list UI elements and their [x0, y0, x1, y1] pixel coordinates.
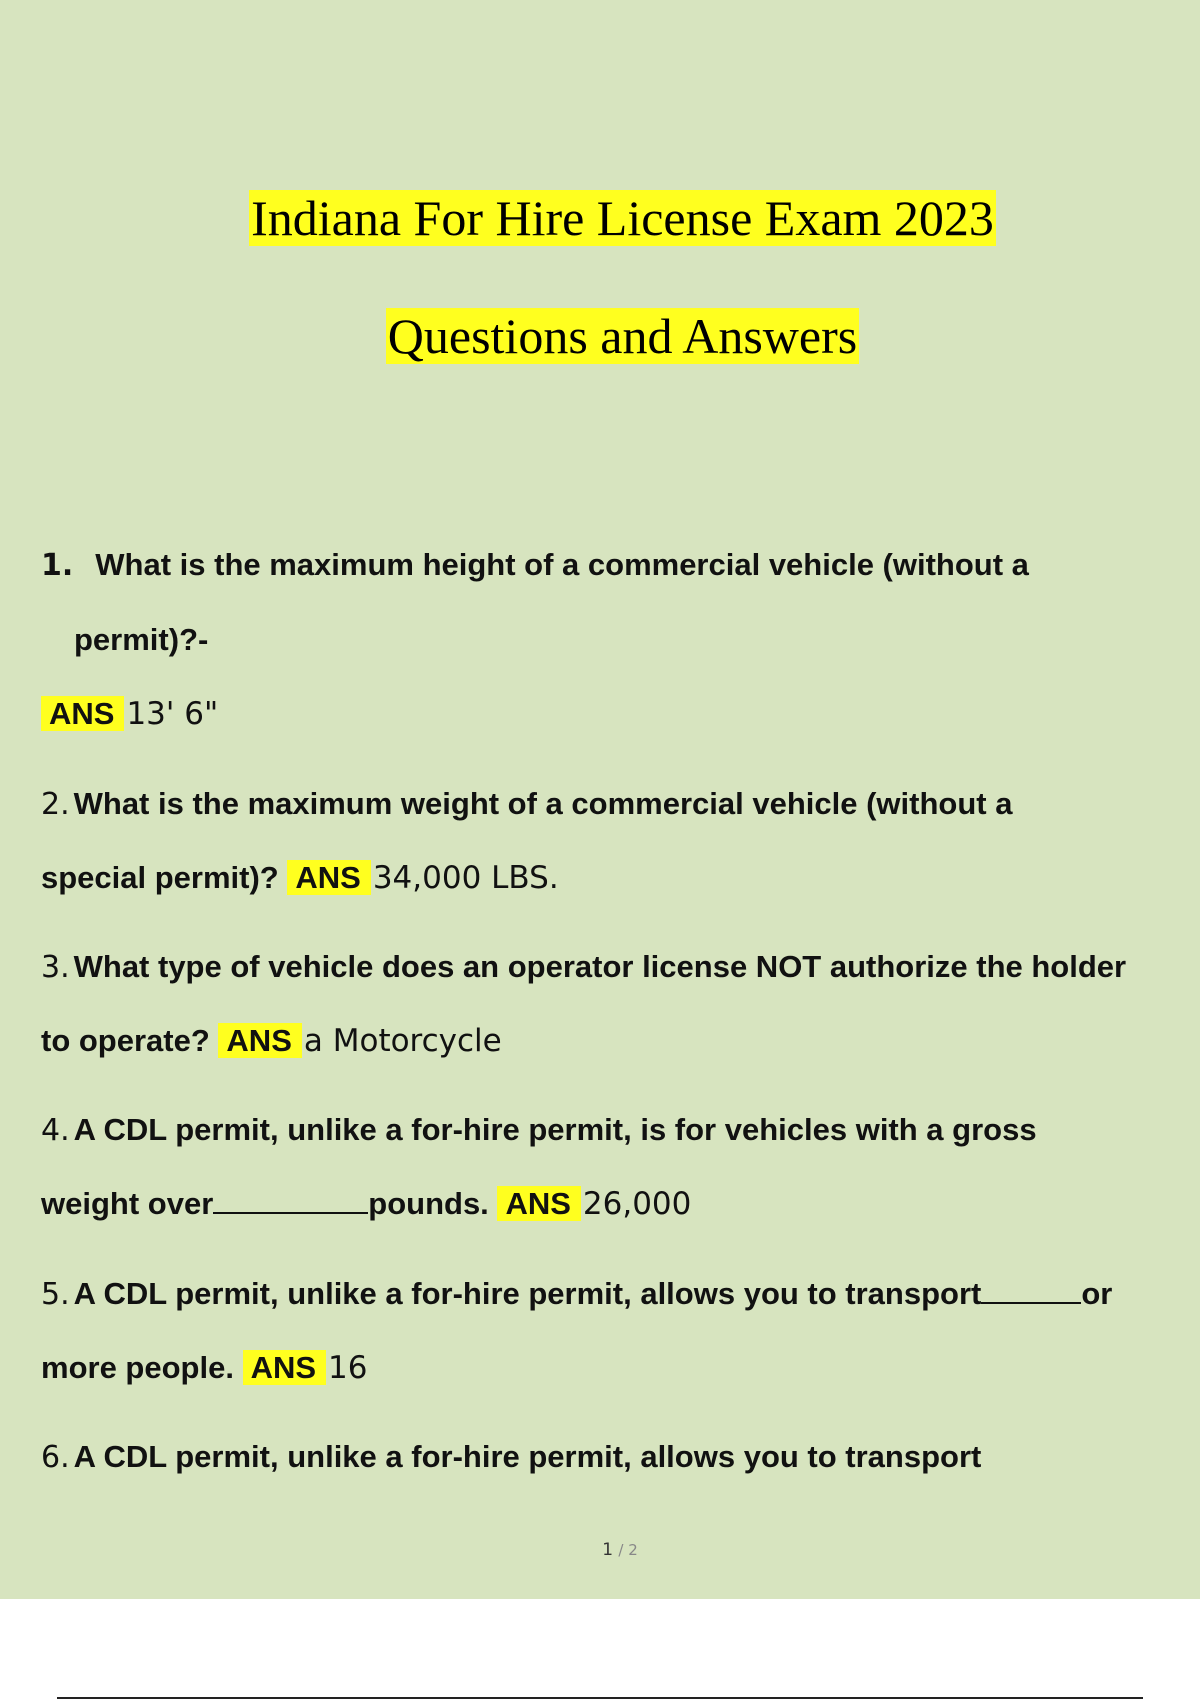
ans-label: ANS: [218, 1023, 301, 1058]
answer-value: 34,000 LBS.: [372, 860, 559, 896]
question-1-line-1: [41, 545, 1029, 586]
question-6-number: 6.: [41, 1440, 70, 1475]
question-3-number: 3.: [41, 950, 70, 985]
question-2-number: 2.: [41, 787, 70, 822]
question-2-line-1: [41, 784, 1012, 825]
question-4-text: A CDL permit, unlike a for-hire permit, is for vehicles with a gross: [73, 1112, 1037, 1147]
question-2-text-cont: special permit)?: [41, 860, 279, 895]
answer-value: 16: [328, 1350, 368, 1386]
question-4-line-2: [41, 1184, 691, 1224]
answer-value: 13' 6": [126, 696, 219, 732]
question-6-text: A CDL permit, unlike a for-hire permit, allows you to transport: [73, 1439, 982, 1474]
title-line-2: Questions and Answers: [387, 308, 858, 364]
question-1-text-cont: permit)?-: [74, 622, 209, 657]
question-5-line-1: [41, 1274, 1112, 1315]
question-2-text: What is the maximum weight of a commercial vehicle (without a: [73, 786, 1013, 821]
fill-in-blank: [213, 1184, 368, 1214]
answer-value: a Motorcycle: [303, 1023, 502, 1059]
fill-in-blank: [981, 1274, 1081, 1304]
question-4-text-post: pounds.: [368, 1186, 489, 1221]
question-1-number: 1.: [41, 548, 74, 583]
question-5-line-2: [41, 1348, 367, 1388]
question-4-number: 4.: [41, 1113, 70, 1148]
document-title: [0, 188, 1200, 248]
page-total: / 2: [618, 1541, 638, 1559]
question-1-line-2: [74, 620, 208, 660]
question-6-line-1: [41, 1437, 981, 1478]
question-5-text-cont: more people.: [41, 1350, 234, 1385]
page-divider: [57, 1697, 1143, 1699]
answer-value: 26,000: [582, 1186, 692, 1222]
page-current: 1: [602, 1540, 614, 1560]
question-3-line-1: [41, 947, 1126, 988]
question-2-line-2: [41, 858, 559, 898]
ans-label: ANS: [287, 860, 370, 895]
title-line-1: Indiana For Hire License Exam 2023: [251, 190, 994, 246]
ans-label: ANS: [243, 1350, 326, 1385]
question-4-text-pre: weight over: [41, 1186, 214, 1221]
question-5-text-pre: A CDL permit, unlike a for-hire permit, allows you to transport: [73, 1276, 982, 1311]
question-5-number: 5.: [41, 1277, 70, 1312]
question-3-text-cont: to operate?: [41, 1023, 210, 1058]
question-3-line-2: [41, 1021, 502, 1061]
page-indicator: [0, 1540, 1200, 1560]
question-5-text-post: or: [1081, 1276, 1113, 1311]
ans-label: ANS: [497, 1186, 580, 1221]
document-subtitle: [0, 306, 1200, 366]
question-1-text: What is the maximum height of a commercial vehicle (without a: [95, 547, 1029, 582]
ans-label: ANS: [41, 696, 124, 731]
question-3-text: What type of vehicle does an operator license NOT authorize the holder: [73, 949, 1127, 984]
question-1-answer: [41, 694, 218, 734]
question-4-line-1: [41, 1110, 1037, 1151]
